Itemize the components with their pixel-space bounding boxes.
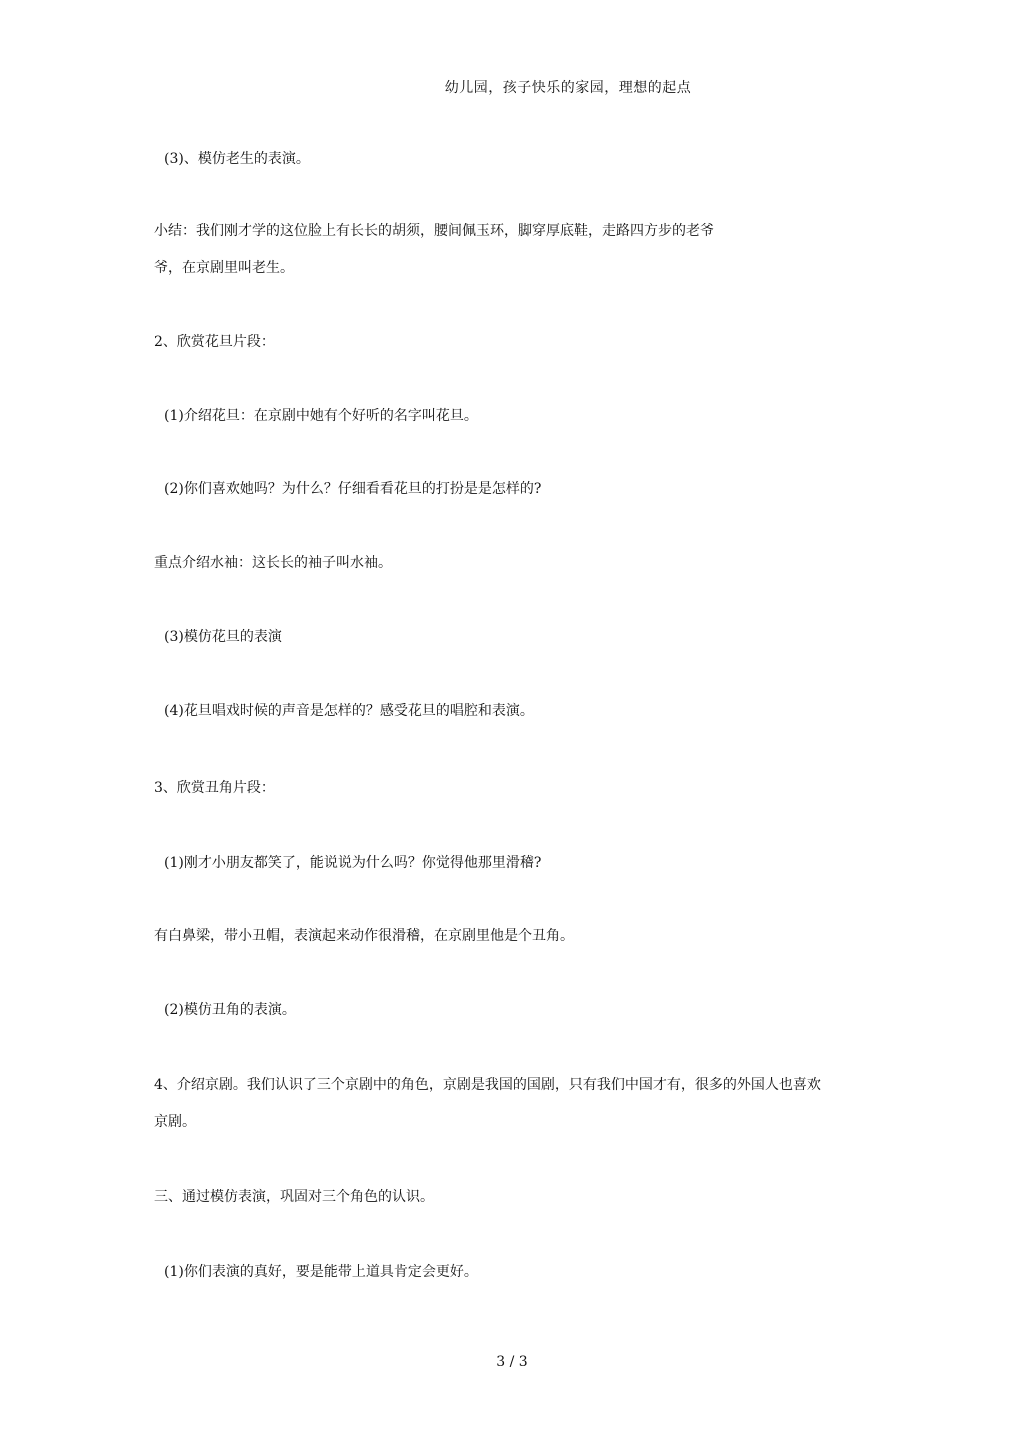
- paragraph-summary-line1: 小结：我们刚才学的这位脸上有长长的胡须，腰间佩玉环，脚穿厚底鞋，走路四方步的老爷: [154, 223, 714, 239]
- paragraph-chou-description: 有白鼻梁，带小丑帽，表演起来动作很滑稽，在京剧里他是个丑角。: [154, 928, 574, 944]
- page-number: 3 / 3: [496, 1354, 528, 1370]
- paragraph-introduce-jingju-line2: 京剧。: [154, 1114, 196, 1130]
- paragraph-water-sleeve: 重点介绍水袖：这长长的袖子叫水袖。: [154, 555, 392, 571]
- page-header: 幼儿园，孩子快乐的家园，理想的起点: [444, 80, 692, 96]
- paragraph-like-huadan: (2)你们喜欢她吗？为什么？仔细看看花旦的打扮是是怎样的?: [164, 481, 542, 497]
- paragraph-why-laugh: (1)刚才小朋友都笑了，能说说为什么吗？你觉得他那里滑稽?: [164, 855, 542, 871]
- heading-chou: 3、欣赏丑角片段：: [154, 780, 275, 796]
- heading-huadan: 2、欣赏花旦片段：: [154, 334, 275, 350]
- heading-section-three: 三、通过模仿表演，巩固对三个角色的认识。: [154, 1189, 434, 1205]
- paragraph-imitate-laosheng: (3)、模仿老生的表演。: [164, 151, 310, 167]
- paragraph-introduce-jingju-line1: 4、介绍京剧。我们认识了三个京剧中的角色，京剧是我国的国剧，只有我们中国才有，很多的外国人也喜欢: [154, 1077, 821, 1093]
- paragraph-imitate-huadan: (3)模仿花旦的表演: [164, 629, 282, 645]
- paragraph-props: (1)你们表演的真好，要是能带上道具肯定会更好。: [164, 1264, 478, 1280]
- paragraph-huadan-voice: (4)花旦唱戏时候的声音是怎样的？感受花旦的唱腔和表演。: [164, 703, 534, 719]
- paragraph-introduce-huadan: (1)介绍花旦：在京剧中她有个好听的名字叫花旦。: [164, 408, 478, 424]
- paragraph-imitate-chou: (2)模仿丑角的表演。: [164, 1002, 296, 1018]
- paragraph-summary-line2: 爷，在京剧里叫老生。: [154, 260, 294, 276]
